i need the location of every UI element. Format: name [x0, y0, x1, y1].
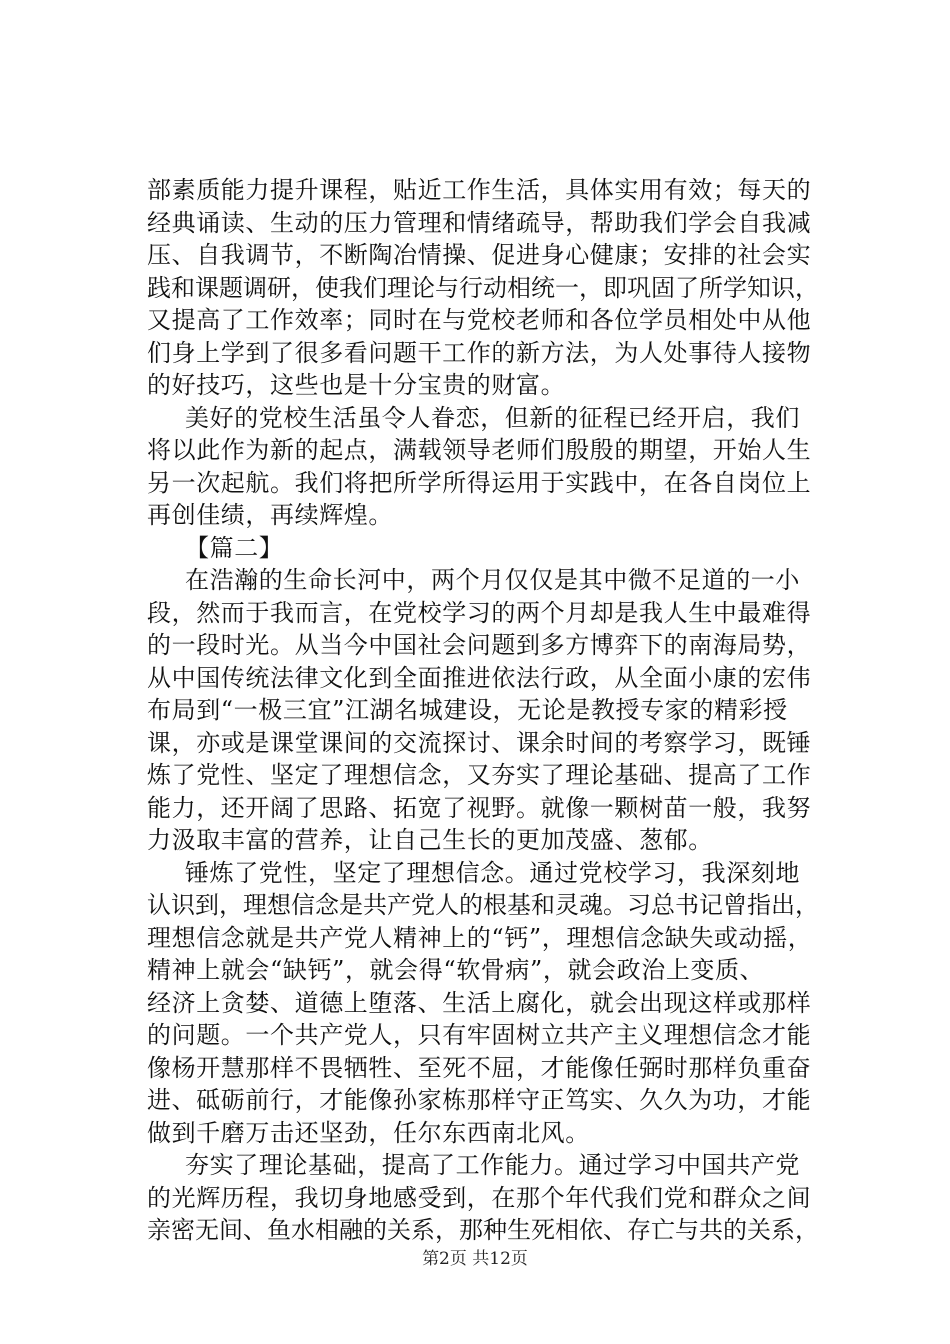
text-line: 们身上学到了很多看问题干工作的新方法，为人处事待人接物	[147, 338, 812, 367]
text-line: 压、自我调节，不断陶冶情操、促进身心健康；安排的社会实	[147, 241, 812, 269]
text-line: 能力，还开阔了思路、拓宽了视野。就像一颗树苗一般，我努	[147, 793, 812, 822]
text-line: 认识到，理想信念是共产党人的根基和灵魂。习总书记曾指出，	[147, 891, 819, 919]
text-line: 的好技巧，这些也是十分宝贵的财富。	[147, 371, 566, 399]
page-footer: 第2页 共12页	[422, 1249, 528, 1269]
text-line: 亲密无间、鱼水相融的关系，那种生死相依、存亡与共的关系，	[147, 1216, 819, 1244]
text-line: 课，亦或是课堂课间的交流探讨、课余时间的考察学习，既锤	[147, 728, 812, 757]
text-line: 践和课题调研，使我们理论与行动相统一，即巩固了所学知识，	[147, 273, 819, 302]
document-body	[147, 174, 827, 1247]
text-line: 在浩瀚的生命长河中，两个月仅仅是其中微不足道的一小	[185, 566, 800, 594]
text-line: 从中国传统法律文化到全面推进依法行政，从全面小康的宏伟	[147, 663, 812, 692]
text-line: 段，然而于我而言，在党校学习的两个月却是我人生中最难得	[147, 598, 812, 627]
text-line: 将以此作为新的起点，满载领导老师们殷殷的期望，开始人生	[147, 436, 812, 464]
text-line: 进、砥砺前行，才能像孙家栋那样守正笃实、久久为功，才能	[147, 1086, 812, 1114]
text-line: 再创佳绩，再续辉煌。	[147, 501, 393, 529]
text-line: 精神上就会“缺钙”，就会得“软骨病”，就会政治上变质、	[147, 956, 765, 984]
text-line: 部素质能力提升课程，贴近工作生活，具体实用有效；每天的	[147, 176, 812, 204]
text-line: 经济上贪婪、道德上堕落、生活上腐化，就会出现这样或那样	[147, 988, 812, 1017]
text-line: 的问题。一个共产党人，只有牢固树立共产主义理想信念才能	[147, 1021, 812, 1049]
text-line: 又提高了工作效率；同时在与党校老师和各位学员相处中从他	[147, 306, 812, 334]
text-line: 【篇二】	[185, 533, 284, 562]
text-line: 理想信念就是共产党人精神上的“钙”，理想信念缺失或动摇，	[147, 923, 813, 952]
text-line: 美好的党校生活虽令人眷恋，但新的征程已经开启，我们	[185, 403, 800, 432]
text-line: 夯实了理论基础，提高了工作能力。通过学习中国共产党	[185, 1151, 800, 1179]
text-line: 布局到“一极三宜”江湖名城建设，无论是教授专家的精彩授	[147, 696, 788, 724]
text-line: 锤炼了党性，坚定了理想信念。通过党校学习，我深刻地	[185, 858, 800, 887]
text-line: 的光辉历程，我切身地感受到，在那个年代我们党和群众之间	[147, 1183, 812, 1212]
text-line: 像杨开慧那样不畏牺牲、至死不屈，才能像任弼时那样负重奋	[147, 1053, 812, 1082]
text-line: 做到千磨万击还坚劲，任尔东西南北风。	[147, 1118, 590, 1147]
text-line: 炼了党性、坚定了理想信念，又夯实了理论基础、提高了工作	[147, 761, 812, 789]
text-line: 力汲取丰富的营养，让自己生长的更加茂盛、葱郁。	[147, 826, 713, 854]
text-line: 经典诵读、生动的压力管理和情绪疏导，帮助我们学会自我减	[147, 208, 812, 237]
text-line: 的一段时光。从当今中国社会问题到多方博弈下的南海局势，	[147, 631, 812, 659]
text-line: 另一次起航。我们将把所学所得运用于实践中，在各自岗位上	[147, 468, 812, 497]
